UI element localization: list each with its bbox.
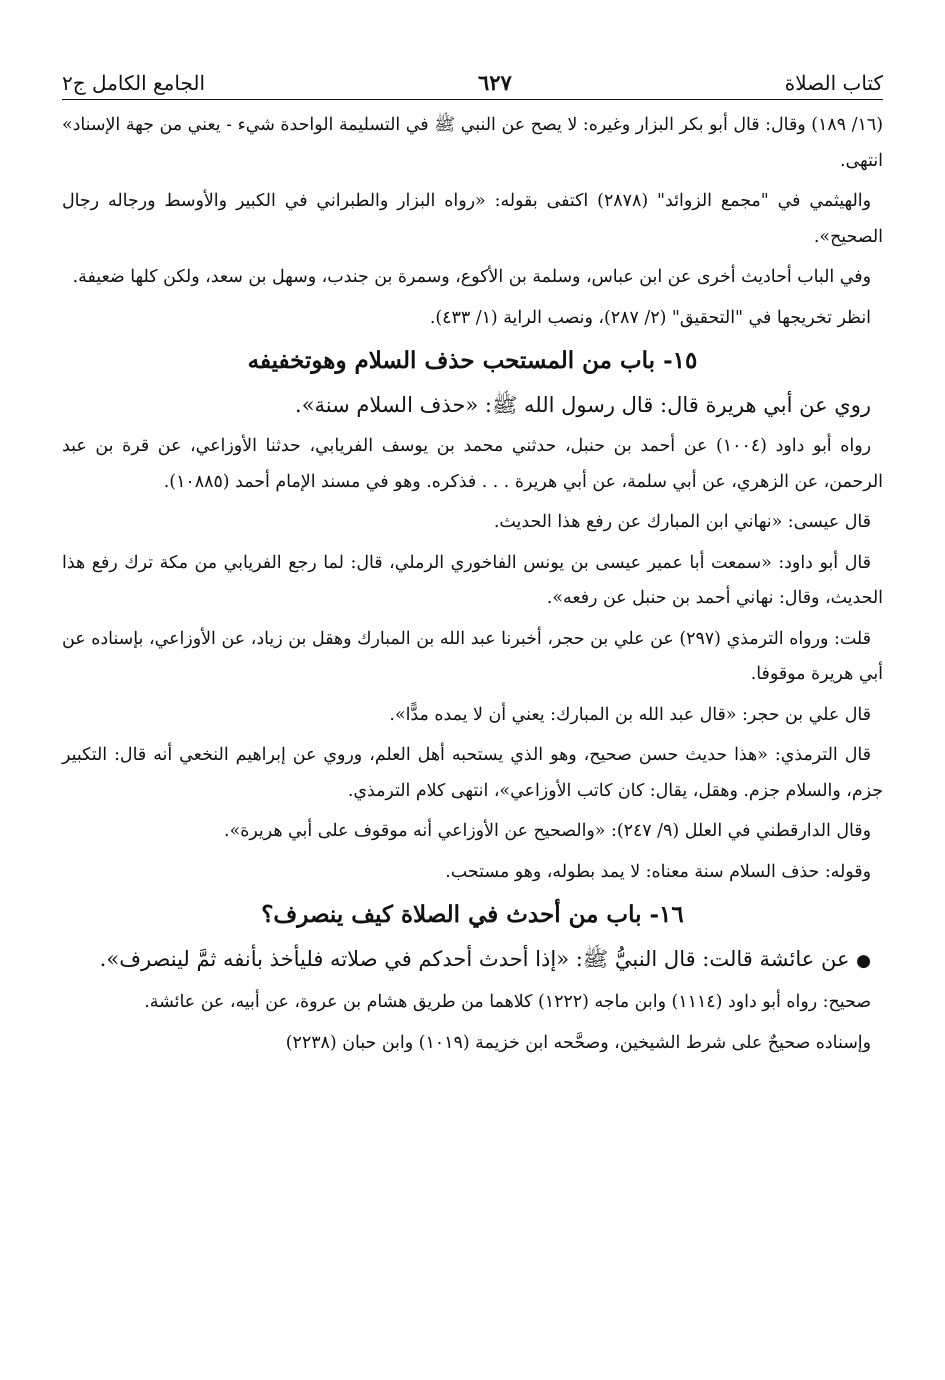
running-header — [62, 62, 883, 100]
hadith-text: روي عن أبي هريرة قال: قال رسول الله ﷺ: «حذف السلام سنة». — [295, 393, 871, 417]
paragraph: رواه أبو داود (١٠٠٤) عن أحمد بن حنبل، حدثني محمد بن يوسف الفريابي، حدثنا الأوزاعي، عن قرة بن عبد الرحمن، عن الزهري، عن أبي سلمة، عن أبي هريرة . . . فذكره. وهو في مسند الإمام أحمد (١٠٨٨٥). — [62, 436, 883, 492]
paragraph: انظر تخريجها في "التحقيق" (٢/ ٢٨٧)، ونصب الراية (١/ ٤٣٣). — [429, 307, 871, 328]
paragraph: قال عيسى: «نهاني ابن المبارك عن رفع هذا الحديث. — [493, 512, 871, 532]
page-body — [62, 100, 883, 1061]
paragraph: وفي الباب أحاديث أخرى عن ابن عباس، وسلمة بن الأكوع، وسمرة بن جندب، وسهل بن سعد، ولكن كلها ضعيفة. — [72, 267, 871, 287]
paragraph: وقال الدارقطني في العلل (٩/ ٢٤٧): «والصحيح عن الأوزاعي أنه موقوف على أبي هريرة». — [224, 821, 871, 841]
header-book-title: الجامع الكامل ج٢ — [62, 71, 206, 95]
paragraph: وإسناده صحيحٌ على شرط الشيخين، وصحَّحه ابن خزيمة (١٠١٩) وابن حبان (٢٢٣٨) — [285, 1032, 871, 1053]
paragraph: قال الترمذي: «هذا حديث حسن صحيح، وهو الذي يستحبه أهل العلم، وروي عن إبراهيم النخعي أنه قال: التكبير جزم، والسلام جزم. وهقل، يقال: كان كاتب الأوزاعي»، انتهى كلام الترمذي. — [62, 745, 883, 801]
paragraph: (١٦/ ١٨٩) وقال: قال أبو بكر البزار وغيره: لا يصح عن النبي ﷺ في التسليمة الواحدة شيء - يعني من جهة الإسناد» انتهى. — [62, 115, 883, 171]
page-number: ٦٢٧ — [477, 70, 512, 95]
hadith-body: عن عائشة قالت: قال النبيُّ ﷺ: «إذا أحدث أحدكم في صلاته فليأخذ بأنفه ثمَّ لينصرف». — [99, 947, 850, 971]
header-chapter-title: كتاب الصلاة — [784, 71, 883, 95]
bullet-icon: ● — [856, 951, 871, 971]
paragraph: وقوله: حذف السلام سنة معناه: لا يمد بطوله، وهو مستحب. — [445, 861, 871, 882]
paragraph: قال علي بن حجر: «قال عبد الله بن المبارك: يعني أن لا يمده مدًّا». — [389, 704, 871, 725]
section-heading-15: ١٥- باب من المستحب حذف السلام وهوتخفيفه — [247, 347, 698, 374]
paragraph: والهيثمي في "مجمع الزوائد" (٢٨٧٨) اكتفى بقوله: «رواه البزار والطبراني في الكبير والأوسط ورجاله رجال الصحيح». — [62, 191, 883, 247]
hadith-text — [62, 940, 883, 980]
paragraph: قلت: ورواه الترمذي (٢٩٧) عن علي بن حجر، أخبرنا عبد الله بن المبارك وهقل بن زياد، عن الأوزاعي، بإسناده عن أبي هريرة موقوفا. — [62, 628, 883, 684]
paragraph: صحيح: رواه أبو داود (١١١٤) وابن ماجه (١٢٢٢) كلاهما من طريق هشام بن عروة، عن أبيه، عن عائشة. — [144, 992, 871, 1012]
section-heading-16: ١٦- باب من أحدث في الصلاة كيف ينصرف؟ — [261, 901, 684, 928]
paragraph: قال أبو داود: «سمعت أبا عمير عيسى بن يونس الفاخوري الرملي، قال: لما رجع الفريابي من مكة ترك رفع هذا الحديث، وقال: نهاني أحمد بن حنبل عن رفعه». — [62, 552, 883, 608]
